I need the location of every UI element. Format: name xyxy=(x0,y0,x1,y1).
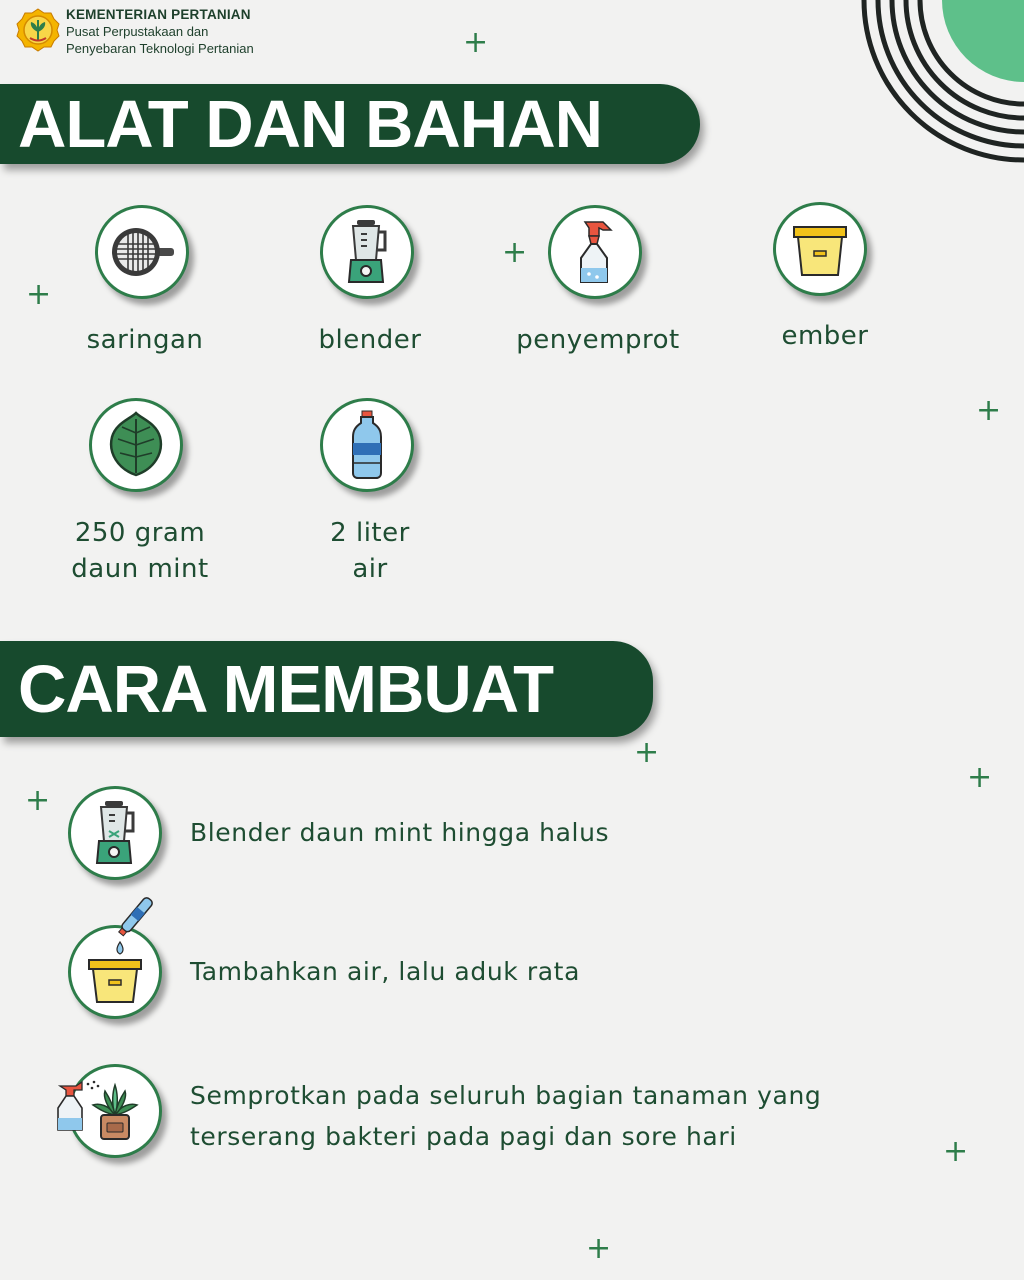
water-bottle-icon xyxy=(331,409,403,481)
unit-name-line2: Penyebaran Teknologi Pertanian xyxy=(66,41,254,56)
plus-decoration: + xyxy=(634,735,660,770)
spray-bottle-icon xyxy=(559,216,631,288)
pouring-bottle-icon xyxy=(108,892,160,956)
plus-decoration: + xyxy=(967,760,993,795)
plus-decoration: + xyxy=(25,783,51,818)
ministry-name: KEMENTERIAN PERTANIAN xyxy=(66,7,251,22)
step3-text-line2: terserang bakteri pada pagi dan sore hari xyxy=(190,1122,737,1151)
plus-decoration: + xyxy=(586,1231,612,1266)
tool-label-blender: blender xyxy=(318,325,422,355)
plus-decoration: + xyxy=(463,25,489,60)
mint-leaf-icon xyxy=(100,409,172,481)
bucket-icon-circle xyxy=(773,202,867,296)
mint-leaf-icon-circle xyxy=(89,398,183,492)
blender-icon-circle xyxy=(320,205,414,299)
tool-label-penyemprot: penyemprot xyxy=(516,325,680,355)
spray-bottle-icon-circle xyxy=(548,205,642,299)
plus-decoration: + xyxy=(943,1134,969,1169)
spray-bottle-icon xyxy=(52,1078,104,1134)
tool-label-mint-line2: daun mint xyxy=(71,554,209,584)
step3-text-line1: Semprotkan pada seluruh bagian tanaman yang xyxy=(190,1081,822,1110)
tools-section-title: ALAT DAN BAHAN xyxy=(18,86,602,162)
tool-label-saringan: saringan xyxy=(86,325,204,355)
strainer-icon-circle xyxy=(95,205,189,299)
step2-text: Tambahkan air, lalu aduk rata xyxy=(190,957,581,986)
water-bottle-icon-circle xyxy=(320,398,414,492)
plus-decoration: + xyxy=(976,393,1002,428)
plus-decoration: + xyxy=(502,235,528,270)
steps-section-banner xyxy=(0,641,653,737)
organization-name xyxy=(66,6,254,57)
strainer-icon xyxy=(106,216,178,288)
tool-label-ember: ember xyxy=(781,321,869,351)
blender-icon xyxy=(79,797,151,869)
bucket-icon xyxy=(784,213,856,285)
ministry-logo-icon xyxy=(16,8,60,52)
plus-decoration: + xyxy=(26,277,52,312)
step1-text: Blender daun mint hingga halus xyxy=(190,818,610,847)
step1-icon-circle xyxy=(68,786,162,880)
corner-arcs-decoration xyxy=(854,0,1024,175)
unit-name-line1: Pusat Perpustakaan dan xyxy=(66,24,209,39)
tool-label-water-line1: 2 liter xyxy=(330,518,410,548)
tool-label-water-line2: air xyxy=(352,554,388,584)
steps-section-title: CARA MEMBUAT xyxy=(18,651,554,727)
tools-section-banner xyxy=(0,84,700,164)
blender-icon xyxy=(331,216,403,288)
tool-label-mint-line1: 250 gram xyxy=(74,518,206,548)
